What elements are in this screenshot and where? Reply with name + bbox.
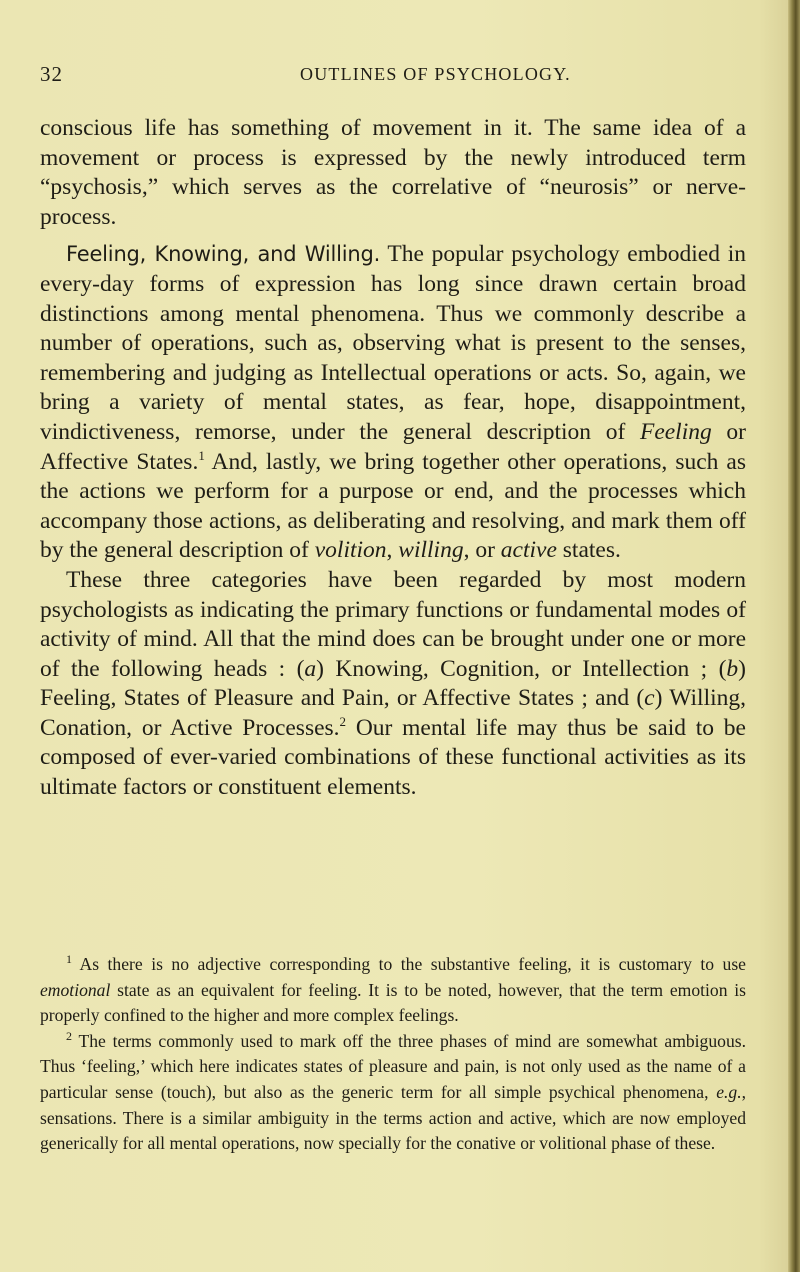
italic-term-willing: willing (398, 537, 464, 564)
paragraph-text: And, lastly, we bring together other operations, such as the actions we perform for a purpose or end, and the processes which accompany those actions, as deliberating and resolving, and mark them off by the general description of (40, 448, 746, 564)
italic-term-active: active (500, 537, 557, 564)
paragraph-text: or Affective States. (40, 418, 746, 475)
footnotes (40, 952, 746, 1157)
section-heading: Feeling, Knowing, and Willing. (66, 242, 381, 267)
paragraph-text: Our mental life may thus be said to be composed of ever-varied combinations of these functional activities as its ultimate factors or constituent elements. (40, 714, 746, 801)
footnote-text: As there is no adjective corresponding to the substantive feeling, it is customary to use (72, 954, 746, 974)
section-paragraph-2 (40, 566, 746, 803)
paragraph-text: states. (556, 537, 621, 564)
paragraph-text: ) Willing, Conation, or Active Processes. (40, 685, 747, 741)
footnote-marker: 2 (66, 1028, 72, 1043)
running-title: OUTLINES OF PSYCHOLOGY. (300, 64, 571, 84)
list-letter-c: c (644, 685, 655, 712)
intro-paragraph: conscious life has something of movement in it. The same idea of a movement or process is expressed by the newly introduced term “psychosis,” which serves as the correlative of “neurosis” or nerve-process. (40, 115, 746, 230)
main-text (40, 114, 746, 803)
footnote-text: state as an equivalent for feeling. It is to be noted, however, that the term emotion is properly confined to the higher and more complex feelings. (40, 979, 746, 1026)
paragraph-text: The popular psychology embodied in every-day forms of expression has long since drawn certain broad distinctions among mental phenomena. Thus we commonly describe a number of operations, such as, observing what is present to the senses, remembering and judging as Intellectual operations or acts. So, again, we bring a variety of mental states, as fear, hope, disappointment, vindictiveness, remorse, under the general description of (40, 241, 746, 445)
footnote-ref-2: 2 (339, 714, 347, 730)
footnote-ref-1: 1 (198, 447, 205, 463)
paragraph-text: These three categories have been regarded by most modern psychologists as indicating the primary functions or fundamental modes of activity of mind. All that the mind does can be brought under one or more of the following heads : ( (40, 566, 746, 682)
punctuation: , (386, 537, 399, 564)
footnote-marker: 1 (66, 952, 72, 967)
page-number: 32 (40, 62, 63, 86)
footnote-text: , sensations. There is a similar ambiguity in the terms action and active, which are now employed generically for all mental operations, now specially for the conative or volitional phase of these. (40, 1081, 746, 1154)
book-spine-edge (788, 0, 800, 1272)
footnote-italic: emotional (40, 979, 111, 1000)
running-header (40, 62, 750, 92)
italic-term-feeling: Feeling (639, 418, 712, 445)
footnote-1 (40, 952, 746, 1029)
footnote-italic: e.g. (716, 1081, 742, 1102)
list-letter-b: b (726, 655, 739, 682)
paragraph-text: ) Feeling, States of Pleasure and Pain, or Affective States ; and ( (40, 655, 746, 712)
paragraph-text: ) Knowing, Cognition, or Intellection ; ( (316, 655, 727, 682)
italic-term-volition: volition (314, 537, 387, 564)
paragraph-text: , or (463, 537, 501, 564)
section-paragraph-1 (40, 240, 746, 566)
footnote-text: The terms commonly used to mark off the three phases of mind are somewhat ambiguous. Thus ‘feeling,’ which here indicates states of pleasure and pain, is not only used as the name of a particular sense (touch), but also as the generic term for all simple psychical phenomena, (40, 1030, 746, 1102)
footnote-2 (40, 1029, 746, 1157)
list-letter-a: a (304, 655, 317, 682)
